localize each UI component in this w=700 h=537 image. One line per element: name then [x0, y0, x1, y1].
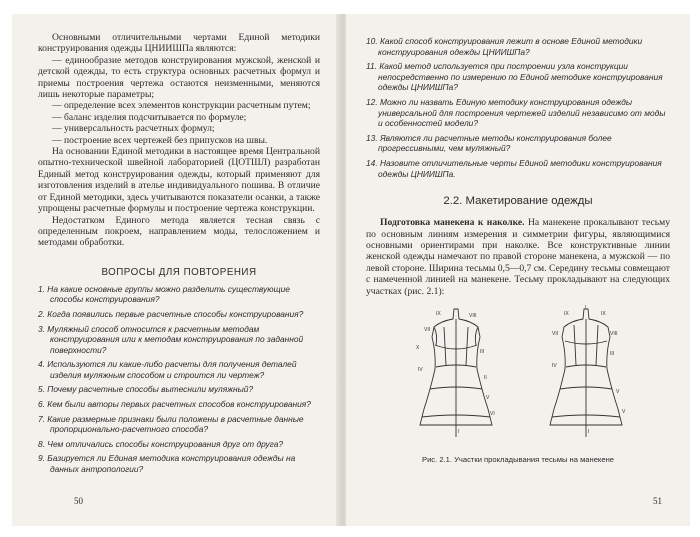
paragraph-text: На манекене прокалывают тесьму по основным линиям измерения и симметрии фигуры, являющимися основными ориентирами при наколке. Все конструктивные линии женской одежды намечают по правой стороне манекена, а мужской — по левой стороне. Ширина тесьмы 0,5—0,7 см. Середину тесьмы совмещают с намеченной линией на манекене. Тесьму прокладывают на следующих участках (рис. 2.1):: [366, 217, 671, 297]
left-text-column: [38, 32, 320, 479]
left-page: [12, 14, 340, 526]
runin-heading: Подготовка манекена к наколке.: [380, 217, 525, 229]
list-item: — единообразие методов конструирования мужской, женской и детской одежды, то есть структура основных расчетных формул и приемы построения чертежа остаются неизменными, меняются лишь некоторые параметры;: [38, 54, 320, 101]
question-item: 4. Используются ли какие-либо расчеты для получения деталей изделия муляжным способом и строится ли чертеж?: [38, 359, 297, 380]
question-item: 2. Когда появились первые расчетные способы конструирования?: [38, 308, 304, 319]
figure-label: IX: [601, 310, 606, 317]
list-item: — построение всех чертежей без припусков на швы.: [52, 134, 268, 146]
question-item: 9. Базируется ли Единая методика конструирования одежды на данных антропологии?: [38, 453, 296, 475]
paragraph: Недостатком Единого метода является тесная связь с определенным покроем, направлением моды, телосложением и методами обработки.: [38, 214, 320, 249]
figure-label: VII: [552, 330, 559, 337]
figure-label: V: [616, 388, 620, 395]
list-item: — универсальность расчетных формул;: [52, 123, 215, 135]
paragraph: Основными отличительными чертами Единой методики конструирования одежды ЦНИИШПа являются:: [38, 32, 320, 55]
figure-label: IX: [436, 310, 441, 317]
figure-label: III: [610, 350, 615, 357]
figure-label: I: [458, 428, 460, 435]
questions-list-continued: [366, 36, 670, 179]
figure-label: IV: [418, 366, 423, 373]
paragraph: На основании Единой методики в настоящее время Центральной опытно-технической швейной лабораторией (ЦОТШЛ) разработан Единый метод конструирования одежды, который применяют для изготовления изделий в ателье индивидуального пошива. В отличие от Единой методики, здесь учитываются показатели осанки, а также упрощены расчетные формулы и построение чертежа конструкции.: [38, 146, 320, 215]
right-page: [346, 14, 690, 526]
question-item: 14. Назовите отличительные черты Единой методики конструирования одежды ЦНИИШПа.: [366, 157, 662, 179]
figure-label: III: [480, 348, 485, 355]
page-number: 51: [653, 496, 662, 506]
question-item: 3. Муляжный способ относится к расчетным методам конструирования или к методам конструирования по заданной поверхности?: [38, 323, 304, 355]
mannequin-illustration: [366, 305, 670, 451]
figure-label: VI: [490, 410, 495, 417]
question-item: 10. Какой способ конструирования лежит в основе Единой методики конструирования одежды ЦНИИШПа?: [366, 36, 643, 57]
question-item: 13. Являются ли расчетные методы конструирования более прогрессивными, чем муляжный?: [366, 132, 612, 154]
question-item: 7. Какие размерные признаки были положены в расчетные данные пропорционально-расчетного способа?: [38, 413, 304, 435]
paragraph: [366, 217, 670, 297]
figure-label: V: [486, 394, 490, 401]
question-item: 1. На какие основные группы можно разделить существующие способы конструирования?: [38, 283, 290, 305]
figure-label: II: [484, 374, 487, 381]
list-item: — баланс изделия подсчитывается по формуле;: [52, 111, 247, 123]
question-item: 5. Почему расчетные способы вытеснили муляжный?: [38, 384, 254, 395]
figure-label: VIII: [610, 330, 618, 337]
mannequin-figure: [366, 305, 670, 451]
list-item: — определение всех элементов конструкции расчетным путем;: [52, 100, 311, 112]
figure-label: VIII: [469, 312, 477, 319]
page-number: 50: [74, 496, 83, 506]
figure-label: X: [416, 344, 420, 351]
question-item: 11. Какой метод используется при построении узла конструкции непосредственно по измерению по Единой методике конструирования одежды ЦНИИШПа?: [366, 61, 663, 93]
figure-label: I: [588, 428, 590, 435]
section-heading: 2.2. Макетирование одежды: [443, 195, 593, 208]
right-text-column: [366, 36, 670, 464]
figure-label: V: [622, 408, 626, 415]
figure-label: VII: [424, 326, 431, 333]
figure-label: IV: [552, 362, 557, 369]
question-item: 6. Кем были авторы первых расчетных способов конструирования?: [38, 399, 311, 410]
figure-caption: Рис. 2.1. Участки прокладывания тесьмы на манекене: [422, 454, 614, 464]
question-item: 12. Можно ли назвать Единую методику конструирования одежды универсальной для построения чертежей изделий независимо от моды и особенностей модели?: [366, 96, 666, 129]
figure-label: IX: [564, 310, 569, 317]
questions-list: [38, 284, 320, 475]
questions-heading: ВОПРОСЫ ДЛЯ ПОВТОРЕНИЯ: [101, 266, 257, 278]
question-item: 8. Чем отличались способы конструирования друг от друга?: [38, 438, 284, 449]
figure-label: I: [585, 304, 587, 311]
